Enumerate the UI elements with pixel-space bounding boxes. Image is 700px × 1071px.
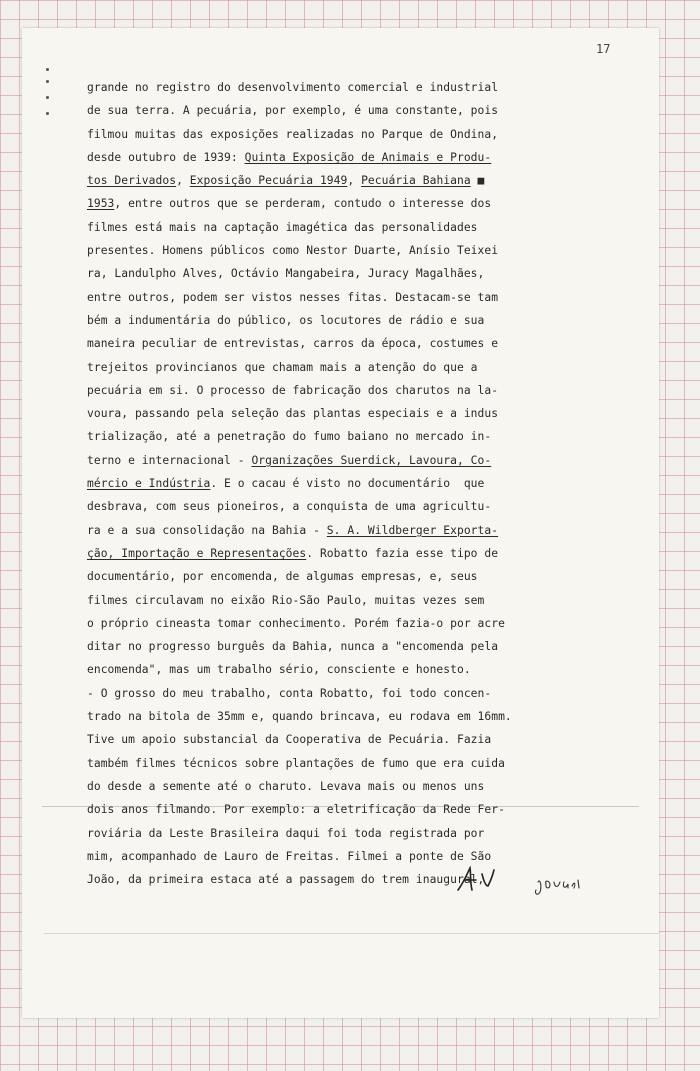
text-line	[87, 216, 607, 239]
text-segment: roviária da Leste Brasileira daqui foi toda registrada por	[87, 826, 485, 840]
text-segment: grande no registro do desenvolvimento comercial e industrial	[87, 81, 499, 94]
text-segment: ■	[470, 174, 485, 188]
text-segment: mim, acompanhado de Lauro de Freitas. Filmei a ponte de São	[87, 849, 492, 863]
text-segment: ,	[347, 174, 362, 188]
underlined-title: Exposição Pecuária 1949	[189, 174, 348, 188]
punch-hole-mark	[46, 68, 49, 71]
text-line	[87, 472, 607, 495]
text-line	[87, 356, 607, 379]
text-segment: voura, passando pela seleção das plantas especiais e a indus	[87, 407, 499, 421]
document-page	[22, 28, 659, 1018]
text-line	[87, 612, 607, 635]
text-line	[87, 495, 607, 518]
text-segment: trado na bitola de 35mm e, quando brincava, eu rodava em 16mm.	[87, 710, 512, 724]
text-segment: Tive um apoio substancial da Cooperativa de Pecuária. Fazia	[87, 733, 492, 747]
punch-hole-mark	[46, 96, 49, 99]
text-segment: desbrava, com seus pioneiros, a conquista de uma agricultu-	[87, 500, 492, 514]
text-line	[87, 99, 607, 122]
text-segment: desde outubro de 1939:	[87, 150, 245, 164]
underlined-title: 1953	[87, 197, 115, 211]
text-line	[87, 565, 607, 588]
text-line	[87, 728, 607, 751]
text-line	[87, 146, 607, 169]
text-line	[87, 309, 607, 332]
text-line	[87, 775, 607, 798]
text-segment: documentário, por encomenda, de algumas empresas, e, seus	[87, 570, 478, 584]
text-segment: bém a indumentária do público, os locutores de rádio e sua	[87, 313, 485, 327]
underlined-title: mércio e Indústria	[87, 477, 211, 491]
text-line	[87, 262, 607, 285]
text-segment: ditar no progresso burguês da Bahia, nunca a "encomenda pela	[87, 640, 499, 654]
pasted-paper-edge	[44, 933, 659, 934]
page-number: 17	[596, 42, 611, 56]
text-line	[87, 286, 607, 309]
text-line	[87, 123, 607, 146]
text-segment: - O grosso do meu trabalho, conta Robatto, foi todo concen-	[87, 686, 492, 700]
text-segment: terno e internacional -	[87, 453, 252, 467]
text-segment: dois anos filmando. Por exemplo: a eletrificação da Rede Fer-	[87, 803, 505, 817]
text-line	[87, 798, 607, 821]
text-segment: . E o cacau é visto no documentário que	[210, 477, 485, 491]
underlined-title: Pecuária Bahiana	[361, 174, 471, 188]
text-line	[87, 589, 607, 612]
text-line	[87, 402, 607, 425]
text-line	[87, 542, 607, 565]
text-segment: de sua terra. A pecuária, por exemplo, é uma constante, pois	[87, 104, 499, 118]
text-segment: , entre outros que se perderam, contudo o interesse dos	[114, 197, 492, 211]
text-line	[87, 658, 607, 681]
text-segment: presentes. Homens públicos como Nestor Duarte, Anísio Teixei	[87, 244, 499, 258]
text-line	[87, 682, 607, 705]
pasted-paper-edge	[42, 806, 639, 807]
text-segment: ra e a sua consolidação na Bahia -	[87, 523, 327, 537]
text-line	[87, 169, 607, 192]
underlined-title: Quinta Exposição de Animais e Produ-	[244, 150, 492, 164]
text-line	[87, 822, 607, 845]
underlined-title: tos Derivados	[87, 174, 177, 188]
typed-body-text	[87, 76, 607, 891]
text-segment: também filmes técnicos sobre plantações de fumo que era cuida	[87, 756, 505, 770]
text-segment: pecuária em si. O processo de fabricação dos charutos na la-	[87, 383, 499, 397]
text-line	[87, 379, 607, 402]
text-line	[87, 635, 607, 658]
text-segment: ra, Landulpho Alves, Octávio Mangabeira, Juracy Magalhães,	[87, 267, 485, 281]
text-segment: encomenda", mas um trabalho sério, consciente e honesto.	[87, 663, 471, 677]
text-segment: ,	[176, 174, 190, 188]
underlined-title: S. A. Wildberger Exporta-	[326, 523, 499, 537]
text-segment: maneira peculiar de entrevistas, carros da época, costumes e	[87, 337, 499, 351]
text-line	[87, 425, 607, 448]
text-segment: João, da primeira estaca até a passagem do trem inaugural,	[87, 873, 485, 887]
text-line	[87, 705, 607, 728]
text-line	[87, 239, 607, 262]
underlined-title: ção, Importação e Representações	[87, 546, 307, 560]
text-segment: o próprio cineasta tomar conhecimento. Porém fazia-o por acre	[87, 616, 505, 630]
text-line	[87, 449, 607, 472]
text-segment: entre outros, podem ser vistos nesses fitas. Destacam-se tam	[87, 290, 499, 304]
text-segment: trejeitos provincianos que chamam mais a atenção do que a	[87, 360, 478, 374]
text-segment: filmou muitas das exposições realizadas no Parque de Ondina,	[87, 127, 499, 141]
text-line	[87, 752, 607, 775]
punch-hole-mark	[46, 80, 49, 83]
punch-hole-mark	[46, 112, 49, 115]
text-line	[87, 76, 607, 99]
text-segment: . Robatto fazia esse tipo de	[306, 546, 499, 560]
text-segment: filmes circulavam no eixão Rio-São Paulo, muitas vezes sem	[87, 593, 485, 607]
text-line	[87, 519, 607, 542]
handwritten-initials-signature	[452, 860, 582, 900]
text-line	[87, 332, 607, 355]
text-segment: filmes está mais na captação imagética das personalidades	[87, 220, 478, 234]
text-segment: trialização, até a penetração do fumo baiano no mercado in-	[87, 430, 492, 444]
text-segment: do desde a semente até o charuto. Levava mais ou menos uns	[87, 779, 485, 793]
text-line	[87, 192, 607, 215]
underlined-title: Organizações Suerdick, Lavoura, Co-	[251, 453, 492, 467]
